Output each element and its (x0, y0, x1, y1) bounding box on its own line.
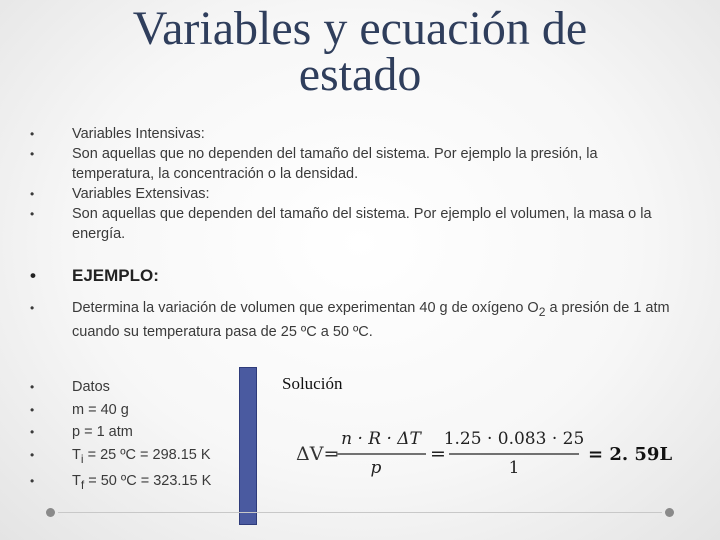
bullet-dot-icon: • (30, 380, 35, 394)
bullet-text: p = 1 atm (72, 424, 133, 440)
data-initial-temperature (30, 444, 250, 470)
vertical-divider-bar (239, 367, 257, 525)
bullet-example-heading (30, 266, 680, 286)
formula-numerator-2: 1.25 · 0.083 · 25 (443, 429, 585, 449)
bullet-intensive-description (30, 144, 680, 184)
bullet-intensive-heading (30, 124, 680, 144)
data-header (30, 376, 250, 399)
data-pressure (30, 421, 250, 444)
slide-title-line-1: Variables y ecuación de (132, 2, 588, 55)
bullet-dot-icon: • (30, 425, 35, 439)
formula-numerator-1: n · R · ΔT (341, 429, 421, 449)
content-bullet-list (30, 124, 680, 342)
bullet-extensive-heading (30, 184, 680, 204)
bullet-text: EJEMPLO: (72, 266, 159, 285)
bullet-text: Son aquellas que no dependen del tamaño del sistema. Por ejemplo la presión, la temperatura, la concentración o la densidad. (72, 146, 598, 182)
bullet-extensive-description (30, 204, 680, 244)
bullet-text: Datos (72, 379, 110, 395)
formula-denominator-1: p (370, 458, 382, 478)
data-final-temperature (30, 470, 250, 496)
bullet-dot-icon: • (30, 207, 35, 221)
bullet-dot-icon: • (30, 266, 36, 285)
slide-title-line-2: estado (298, 48, 422, 101)
formula-lhs: ΔV= (296, 443, 340, 465)
temp-symbol: T (72, 472, 81, 489)
temp-value: = 25 ºC = 298.15 K (83, 446, 211, 463)
bullet-problem-statement (30, 298, 680, 342)
bullet-text: Variables Intensivas: (72, 126, 205, 142)
bullet-dot-icon: • (30, 447, 35, 462)
temp-subscript: f (80, 477, 85, 492)
bullet-text: Son aquellas que dependen del tamaño del sistema. Por ejemplo el volumen, la masa o la energía. (72, 206, 652, 242)
formula-denominator-2: 1 (508, 458, 520, 478)
bullet-dot-icon: • (30, 147, 35, 161)
slide-title (60, 2, 660, 101)
footer-divider-line (58, 512, 662, 513)
bullet-dot-icon: • (30, 187, 35, 201)
data-list (30, 376, 250, 496)
solution-label: Solución (282, 374, 343, 393)
bullet-text: Variables Extensivas: (72, 186, 210, 202)
formula-result: = 2. 59L (588, 444, 673, 465)
footer-dot-left-icon (46, 508, 55, 517)
temp-subscript: i (80, 451, 84, 466)
data-mass (30, 399, 250, 422)
footer-dot-right-icon (665, 508, 674, 517)
bullet-dot-icon: • (30, 402, 35, 417)
problem-text-rest: a presión de 1 atm cuando su temperatura pasa de 25 ºC a 50 ºC. (72, 300, 670, 340)
formula-equals: = (430, 443, 446, 465)
temp-value: = 50 ºC = 323.15 K (84, 472, 212, 489)
temp-symbol: T (72, 446, 81, 463)
solution-formula (296, 424, 686, 484)
bullet-dot-icon: • (30, 301, 35, 315)
oxygen-subscript: 2 (538, 304, 546, 319)
problem-text: Determina la variación de volumen que experimentan 40 g de oxígeno O (72, 300, 539, 316)
bullet-text: m = 40 g (72, 401, 129, 418)
bullet-dot-icon: • (30, 473, 35, 488)
bullet-dot-icon: • (30, 127, 35, 141)
